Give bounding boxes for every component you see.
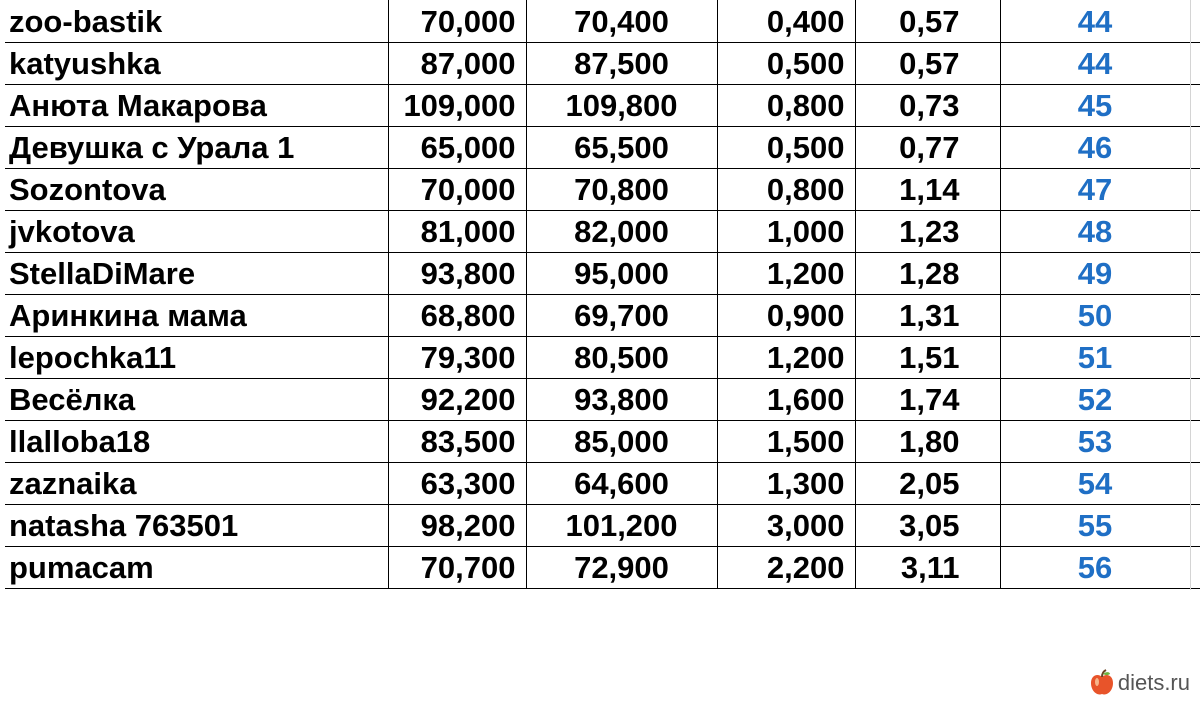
cell-change: 0,800: [717, 169, 855, 211]
cell-percent: 0,57: [855, 43, 1000, 85]
cell-place: 44: [1000, 43, 1190, 85]
cell-start-weight: 98,200: [388, 505, 526, 547]
cell-start-weight: 87,000: [388, 43, 526, 85]
cell-place: 53: [1000, 421, 1190, 463]
apple-icon: [1090, 669, 1114, 697]
table-row: [5, 85, 1200, 127]
cell-place: 54: [1000, 463, 1190, 505]
cell-place: 50: [1000, 295, 1190, 337]
cell-name: Девушка с Урала 1: [5, 127, 388, 169]
cell-empty: [1190, 379, 1200, 421]
cell-place: 47: [1000, 169, 1190, 211]
cell-current-weight: 109,800: [526, 85, 717, 127]
cell-percent: 1,74: [855, 379, 1000, 421]
cell-current-weight: 80,500: [526, 337, 717, 379]
cell-percent: 1,31: [855, 295, 1000, 337]
cell-current-weight: 72,900: [526, 547, 717, 589]
cell-change: 0,400: [717, 0, 855, 43]
table-row: [5, 337, 1200, 379]
cell-place: 46: [1000, 127, 1190, 169]
cell-place: 56: [1000, 547, 1190, 589]
cell-name: Sozontova: [5, 169, 388, 211]
cell-current-weight: 87,500: [526, 43, 717, 85]
cell-change: 1,000: [717, 211, 855, 253]
cell-start-weight: 92,200: [388, 379, 526, 421]
cell-percent: 0,57: [855, 0, 1000, 43]
cell-start-weight: 68,800: [388, 295, 526, 337]
table-row: [5, 211, 1200, 253]
cell-place: 48: [1000, 211, 1190, 253]
watermark-text: diets.ru: [1117, 670, 1190, 695]
cell-start-weight: 70,700: [388, 547, 526, 589]
cell-empty: [1190, 211, 1200, 253]
cell-name: StellaDiMare: [5, 253, 388, 295]
cell-name: lepochka11: [5, 337, 388, 379]
cell-start-weight: 79,300: [388, 337, 526, 379]
cell-name: Анюта Макарова: [5, 85, 388, 127]
cell-place: 51: [1000, 337, 1190, 379]
cell-current-weight: 95,000: [526, 253, 717, 295]
cell-place: 49: [1000, 253, 1190, 295]
cell-name: jvkotova: [5, 211, 388, 253]
cell-change: 0,500: [717, 43, 855, 85]
cell-percent: 0,77: [855, 127, 1000, 169]
cell-percent: 1,80: [855, 421, 1000, 463]
cell-empty: [1190, 169, 1200, 211]
cell-name: katyushka: [5, 43, 388, 85]
results-table: [5, 0, 1200, 589]
table-row: [5, 0, 1200, 43]
cell-empty: [1190, 421, 1200, 463]
cell-empty: [1190, 337, 1200, 379]
cell-start-weight: 81,000: [388, 211, 526, 253]
cell-empty: [1190, 547, 1200, 589]
cell-empty: [1190, 0, 1200, 43]
cell-change: 0,800: [717, 85, 855, 127]
cell-change: 1,200: [717, 253, 855, 295]
watermark: [1090, 669, 1190, 697]
cell-empty: [1190, 463, 1200, 505]
cell-empty: [1190, 505, 1200, 547]
table-row: [5, 463, 1200, 505]
cell-empty: [1190, 127, 1200, 169]
cell-name: Аринкина мама: [5, 295, 388, 337]
cell-change: 1,500: [717, 421, 855, 463]
cell-current-weight: 65,500: [526, 127, 717, 169]
cell-name: Весёлка: [5, 379, 388, 421]
cell-percent: 0,73: [855, 85, 1000, 127]
cell-change: 0,900: [717, 295, 855, 337]
cell-current-weight: 70,400: [526, 0, 717, 43]
cell-percent: 1,51: [855, 337, 1000, 379]
table-row: [5, 43, 1200, 85]
cell-percent: 1,28: [855, 253, 1000, 295]
cell-change: 0,500: [717, 127, 855, 169]
cell-start-weight: 63,300: [388, 463, 526, 505]
sheet-gridline: [1190, 0, 1191, 590]
table-row: [5, 505, 1200, 547]
cell-start-weight: 109,000: [388, 85, 526, 127]
cell-empty: [1190, 85, 1200, 127]
cell-name: zaznaika: [5, 463, 388, 505]
cell-change: 1,600: [717, 379, 855, 421]
table-row: [5, 547, 1200, 589]
cell-start-weight: 70,000: [388, 0, 526, 43]
table-row: [5, 379, 1200, 421]
table-row: [5, 421, 1200, 463]
cell-change: 3,000: [717, 505, 855, 547]
cell-current-weight: 69,700: [526, 295, 717, 337]
cell-empty: [1190, 43, 1200, 85]
cell-start-weight: 65,000: [388, 127, 526, 169]
cell-change: 1,200: [717, 337, 855, 379]
cell-place: 55: [1000, 505, 1190, 547]
cell-place: 52: [1000, 379, 1190, 421]
cell-current-weight: 101,200: [526, 505, 717, 547]
cell-change: 1,300: [717, 463, 855, 505]
cell-change: 2,200: [717, 547, 855, 589]
cell-percent: 3,05: [855, 505, 1000, 547]
cell-place: 44: [1000, 0, 1190, 43]
cell-place: 45: [1000, 85, 1190, 127]
cell-name: llalloba18: [5, 421, 388, 463]
cell-name: natasha 763501: [5, 505, 388, 547]
table-row: [5, 169, 1200, 211]
cell-empty: [1190, 295, 1200, 337]
cell-current-weight: 70,800: [526, 169, 717, 211]
cell-current-weight: 64,600: [526, 463, 717, 505]
cell-start-weight: 70,000: [388, 169, 526, 211]
cell-current-weight: 93,800: [526, 379, 717, 421]
cell-start-weight: 93,800: [388, 253, 526, 295]
table-row: [5, 127, 1200, 169]
cell-name: pumacam: [5, 547, 388, 589]
cell-current-weight: 85,000: [526, 421, 717, 463]
cell-name: zoo-bastik: [5, 0, 388, 43]
table-row: [5, 253, 1200, 295]
cell-percent: 2,05: [855, 463, 1000, 505]
cell-percent: 3,11: [855, 547, 1000, 589]
table-row: [5, 295, 1200, 337]
cell-current-weight: 82,000: [526, 211, 717, 253]
cell-empty: [1190, 253, 1200, 295]
cell-start-weight: 83,500: [388, 421, 526, 463]
cell-percent: 1,23: [855, 211, 1000, 253]
cell-percent: 1,14: [855, 169, 1000, 211]
